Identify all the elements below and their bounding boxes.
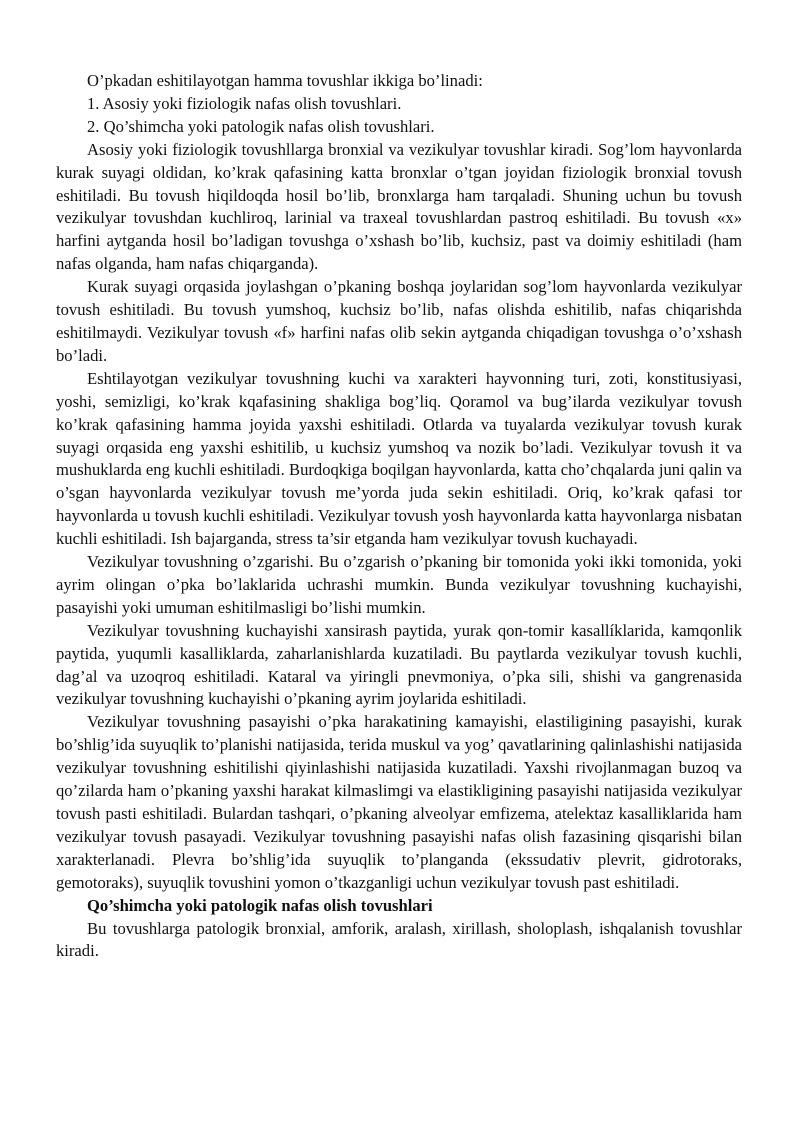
document-page [56,70,742,963]
body-paragraph-pasayishi: Vezikulyar tovushning pasayishi o’pka harakatining kamayishi, elastiligining pasayishi, kurak bo’shlig’ida suyuqlik to’planishi natijasida, terida muskul va yog’ qavatlarining qalinlashishi natijasida vezikulyar tovushning eshitilishi qiyinlashishi natijasida kuzatiladi. Yaxshi rivojlanmagan buzoq va qo’zilarda ham o’pkaning yaxshi harakat kilmaslimgi va elastikligining pasayishi natijasida vezikulyar tovush pasti eshitiladi. Bulardan tashqari, o’pkaning alveolyar emfizema, atelektaz kasalliklarida ham vezikulyar tovush pasayadi. Vezikulyar tovushning pasayishi nafas olish fazasining qisqarishi bilan xarakterlanadi. Plevra bo’shlig’ida suyuqlik to’planganda (ekssudativ plevrit, gidrotoraks, gemotoraks), suyuqlik tovushini yomon o’tkazganligi uchun vezikulyar tovush past eshitiladi. [56,712,742,892]
body-paragraph-patologik: Bu tovushlarga patologik bronxial, amforik, aralash, xirillash, sholoplash, ishqalanish tovushlar kiradi. [56,918,742,961]
list-item-1: 1. Asosiy yoki fiziologik nafas olish tovushlari. [87,93,402,113]
list-item-2: 2. Qo’shimcha yoki patologik nafas olish tovushlari. [87,116,435,136]
body-paragraph-vezikulyar: Kurak suyagi orqasida joylashgan o’pkaning boshqa joylaridan sog’lom hayvonlarda vezikulyar tovush eshitiladi. Bu tovush yumshoq, kuchsiz bo’lib, nafas olishda eshitilib, nafas chiqarishda eshitilmaydi. Vezikulyar tovush «f» harfini nafas olib sekin aytganda chiqadigan tovushga o’o’xshash bo’ladi. [56,277,742,365]
intro-paragraph: O’pkadan eshitilayotgan hamma tovushlar ikkiga bo’linadi: [87,71,483,90]
body-paragraph-kuchayishi: Vezikulyar tovushning kuchayishi xansirash paytida, yurak qon-tomir kasallíklarida, kamqonlik paytida, yuqumli kasalliklarda, zaharlanishlarda kuzatiladi. Bu paytlarda vezikulyar tovush kuchli, dag’al va uzoqroq eshitiladi. Kataral va yiringli pnevmoniya, o’pka sili, shishi va gangrenasida vezikulyar tovushning kuchayishi o’pkaning ayrim joylarida eshitiladi. [56,620,742,709]
body-paragraph-bronxial: Asosiy yoki fiziologik tovushllarga bronxial va vezikulyar tovushlar kiradi. Sog’lom hayvonlarda kurak suyagi oldidan, ko’krak qafasining katta bronxlar o’tgan joyidan fiziologik bronxial tovush eshitiladi. Bu tovush hiqildoqda hosil bo’lib, bronxlarga ham tarqaladi. Shuning uchun bu tovush vezikulyar tovushdan kuchliroq, larinial va traxeal tovushlardan pastroq eshitiladi. Bu tovush «x» harfini aytganda hosil bo’ladigan tovushga o’xshash bo’lib, kuchsiz, past va doimiy eshitiladi (ham nafas olganda, ham nafas chiqarganda). [56,139,742,274]
body-paragraph-kuchi: Eshtilayotgan vezikulyar tovushning kuchi va xarakteri hayvonning turi, zoti, konstitusiyasi, yoshi, semizligi, ko’krak kqafasining shakliga bog’liq. Qoramol va bug’ilarda vezikulyar tovush ko’krak qafasining hamma joyida yaxshi eshitiladi. Otlarda va tuyalarda vezikulyar tovush kurak suyagi orqasida eng yaxshi eshitilib, u kuchsiz yumshoq va nozik bo’ladi. Vezikulyar tovush it va mushuklarda eng kuchli eshitiladi. Burdoqkiga boqilgan hayvonlarda, katta cho’chqalarda juni qalin va o’sgan hayvonlarda vezikulyar tovush me’yorda juda sekin eshitiladi. Oriq, ko’krak qafasi tor hayvonlarda u tovush kuchli eshitiladi. Vezikulyar tovush yosh hayvonlarda katta hayvonlarga nisbatan kuchli eshitiladi. Ish bajarganda, stress ta’sir etganda ham vezikulyar tovush kuchayadi. [56,368,742,549]
body-paragraph-ozgarishi: Vezikulyar tovushning o’zgarishi. Bu o’zgarish o’pkaning bir tomonida yoki ikki tomonida, yoki ayrim olingan o’pka bo’laklarida uchrashi mumkin. Bunda vezikulyar tovushning kuchayishi, pasayishi yoki umuman eshitilmasligi bo’lishi mumkin. [56,552,742,617]
section-heading: Qo’shimcha yoki patologik nafas olish tovushlari [87,895,433,915]
